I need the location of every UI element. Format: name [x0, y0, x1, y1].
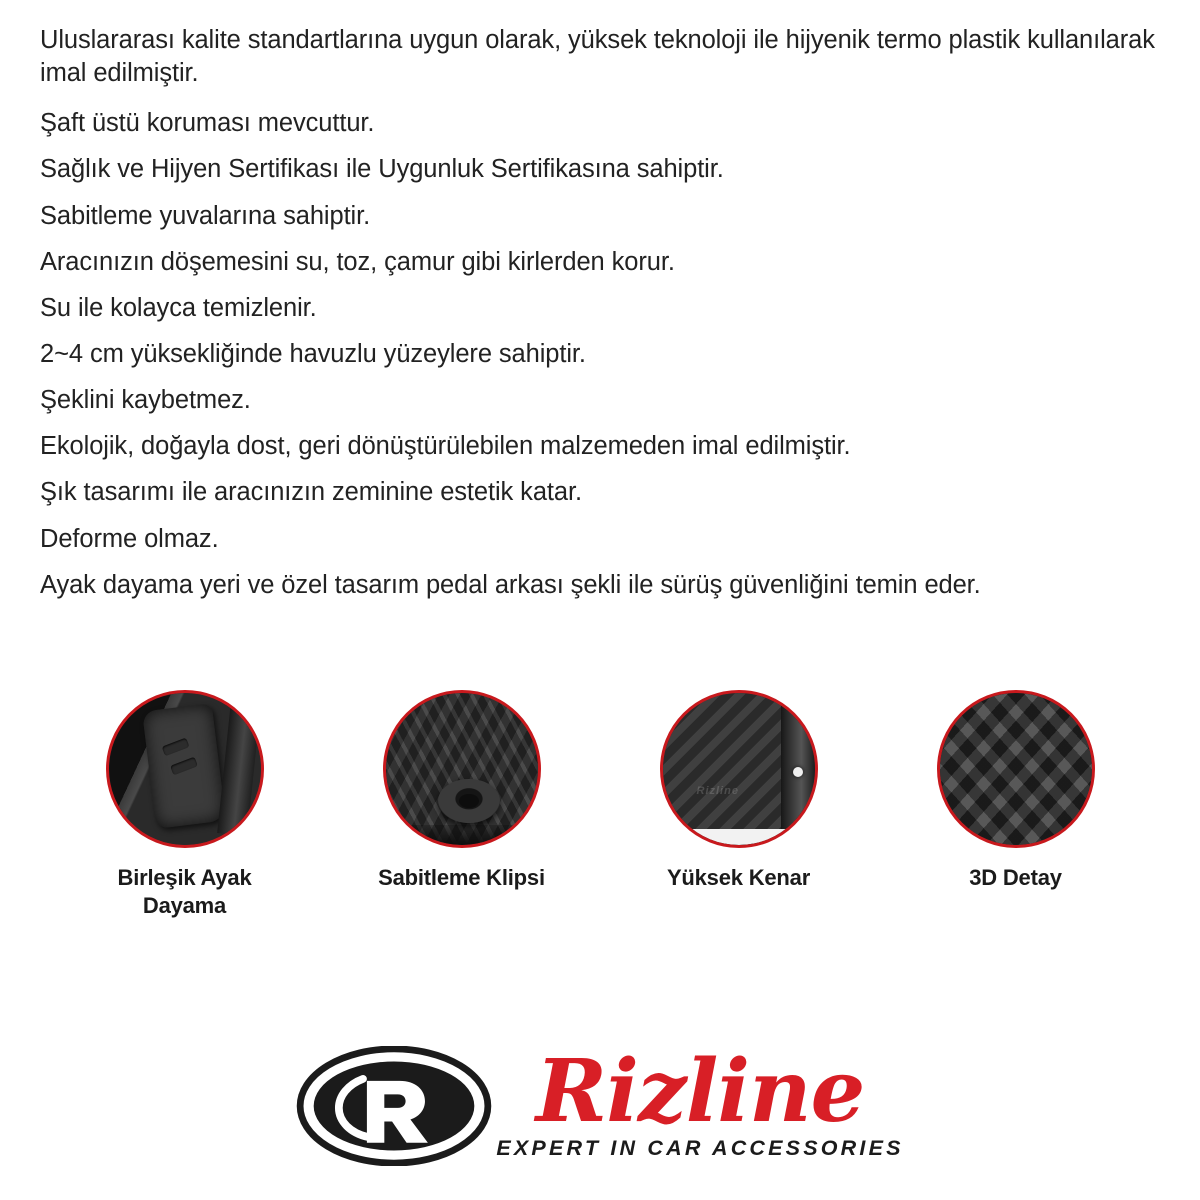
detail-item-3d: [918, 690, 1113, 919]
embossed-brand-text: Rizline: [696, 785, 739, 797]
detail-item-edge: [641, 690, 836, 919]
feature-line: Sağlık ve Hijyen Sertifikası ile Uygunluk Sertifikasına sahiptir.: [40, 155, 724, 184]
brand-logo: [0, 1040, 1200, 1166]
rizline-r-monogram-icon: [296, 1046, 492, 1166]
detail-caption: Birleşik Ayak Dayama: [117, 865, 252, 918]
feature-line: Ekolojik, doğayla dost, geri dönüştürülebilen malzemeden imal edilmiştir.: [40, 432, 851, 461]
feature-line: Su ile kolayca temizlenir.: [40, 293, 317, 322]
detail-caption: Yüksek Kenar: [666, 865, 811, 890]
detail-highlights: [0, 690, 1200, 919]
3d-pattern-detail-photo: [937, 690, 1095, 848]
feature-line: 2~4 cm yüksekliğinde havuzlu yüzeylere sahiptir.: [40, 339, 586, 368]
detail-caption: Sabitleme Klipsi: [378, 865, 545, 890]
fixing-clip-detail-photo: [383, 690, 541, 848]
feature-line: Aracınızın döşemesini su, toz, çamur gibi kirlerden korur.: [40, 247, 675, 276]
brand-name: Rizline: [535, 1040, 865, 1142]
detail-item-clip: [364, 690, 559, 919]
footrest-detail-photo: [106, 690, 264, 848]
feature-line: Deforme olmaz.: [40, 524, 219, 553]
feature-line: Şık tasarımı ile aracınızın zeminine estetik katar.: [40, 478, 582, 507]
feature-line: Sabitleme yuvalarına sahiptir.: [40, 201, 371, 230]
feature-line: Şaft üstü koruması mevcuttur.: [40, 109, 375, 138]
feature-line: Ayak dayama yeri ve özel tasarım pedal arkası şekli ile sürüş güvenliğini temin eder.: [40, 570, 981, 599]
high-edge-detail-photo: [660, 690, 818, 848]
feature-line: Şeklini kaybetmez.: [40, 386, 251, 415]
feature-line: Uluslararası kalite standartlarına uygun olarak, yüksek teknoloji ile hijyenik termo plastik kullanılarak imal edilmiştir.: [40, 26, 1155, 88]
detail-item-footrest: [87, 690, 282, 919]
detail-caption: 3D Detay: [969, 865, 1062, 890]
brand-tagline: EXPERT IN CAR ACCESSORIES: [496, 1136, 904, 1161]
